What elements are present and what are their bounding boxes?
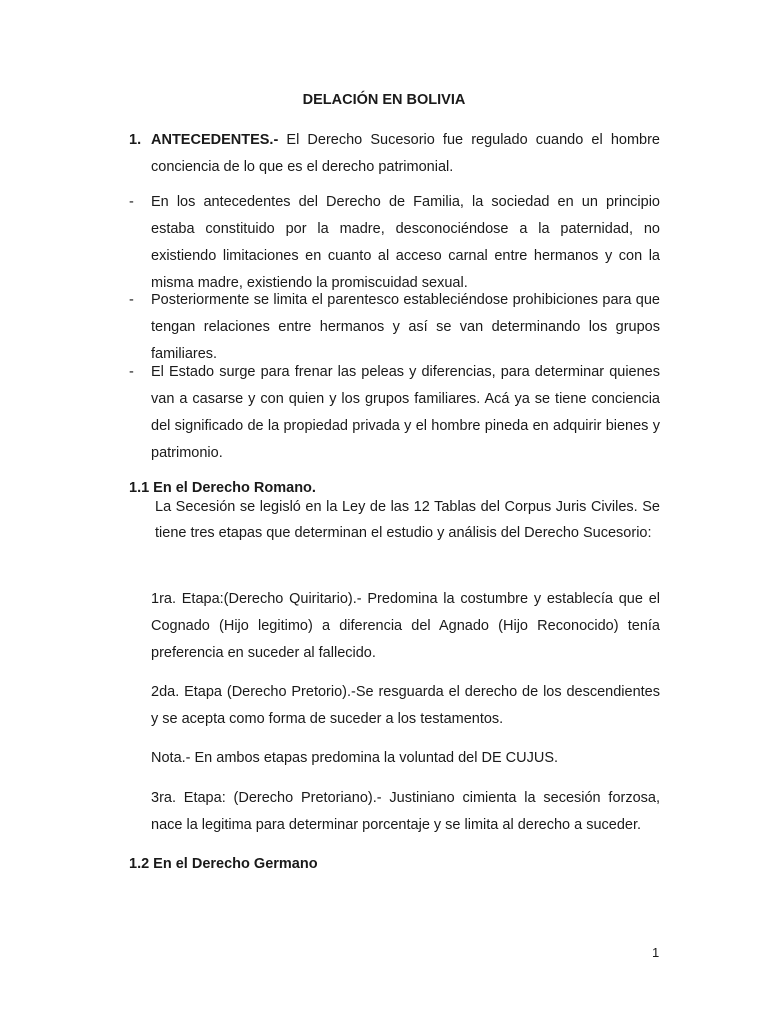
bullet-paragraph-1: En los antecedentes del Derecho de Familia, la sociedad en un principio estaba constituido por la madre, desconociéndose a la paternidad, no existiendo limitaciones en cuanto al acceso carnal entre hermanos y con la misma madre, existiendo la promiscuidad sexual.: [151, 194, 660, 291]
bullet-paragraph-2: Posteriormente se limita el parentesco estableciéndose prohibiciones para que tengan relaciones entre hermanos y así se van determinando los grupos familiares.: [151, 292, 660, 362]
stage-3-paragraph: 3ra. Etapa: (Derecho Pretoriano).- Justiniano cimienta la secesión forzosa, nace la legitima para determinar porcentaje y se limita al derecho a suceder.: [151, 790, 660, 833]
section-1-text: El Derecho Sucesorio fue regulado cuando el hombre conciencia de lo que es el derecho patrimonial.: [151, 132, 660, 175]
bullet-paragraph-3: El Estado surge para frenar las peleas y diferencias, para determinar quienes van a casarse y con quien y los grupos familiares. Acá ya se tiene conciencia del significado de la propiedad privada y el hombre pineda en adquirir bienes y patrimonio.: [151, 364, 660, 461]
section-1-1-heading: 1.1 En el Derecho Romano.: [129, 480, 316, 496]
bullet-marker: -: [129, 292, 134, 308]
section-1-1-intro: La Secesión se legisló en la Ley de las 12 Tablas del Corpus Juris Civiles. Se tiene tres etapas que determinan el estudio y análisis del Derecho Sucesorio:: [155, 499, 660, 541]
stage-1-paragraph: 1ra. Etapa:(Derecho Quiritario).- Predomina la costumbre y establecía que el Cognado (Hijo legitimo) a diferencia del Agnado (Hijo Reconocido) tenía preferencia en suceder al fallecido.: [151, 591, 660, 661]
section-1-2-heading: 1.2 En el Derecho Germano: [129, 856, 318, 872]
bullet-marker: -: [129, 364, 134, 380]
section-1-heading: ANTECEDENTES.-: [151, 132, 279, 148]
section-number: 1.: [129, 132, 142, 148]
note-paragraph: Nota.- En ambos etapas predomina la voluntad del DE CUJUS.: [151, 750, 559, 766]
bullet-marker: -: [129, 194, 134, 210]
stage-2-paragraph: 2da. Etapa (Derecho Pretorio).-Se resguarda el derecho de los descendientes y se acepta como forma de suceder a los testamentos.: [151, 684, 660, 727]
page-number: 1: [652, 945, 660, 960]
section-1-paragraph: [151, 127, 660, 181]
document-title: DELACIÓN EN BOLIVIA: [302, 92, 466, 108]
